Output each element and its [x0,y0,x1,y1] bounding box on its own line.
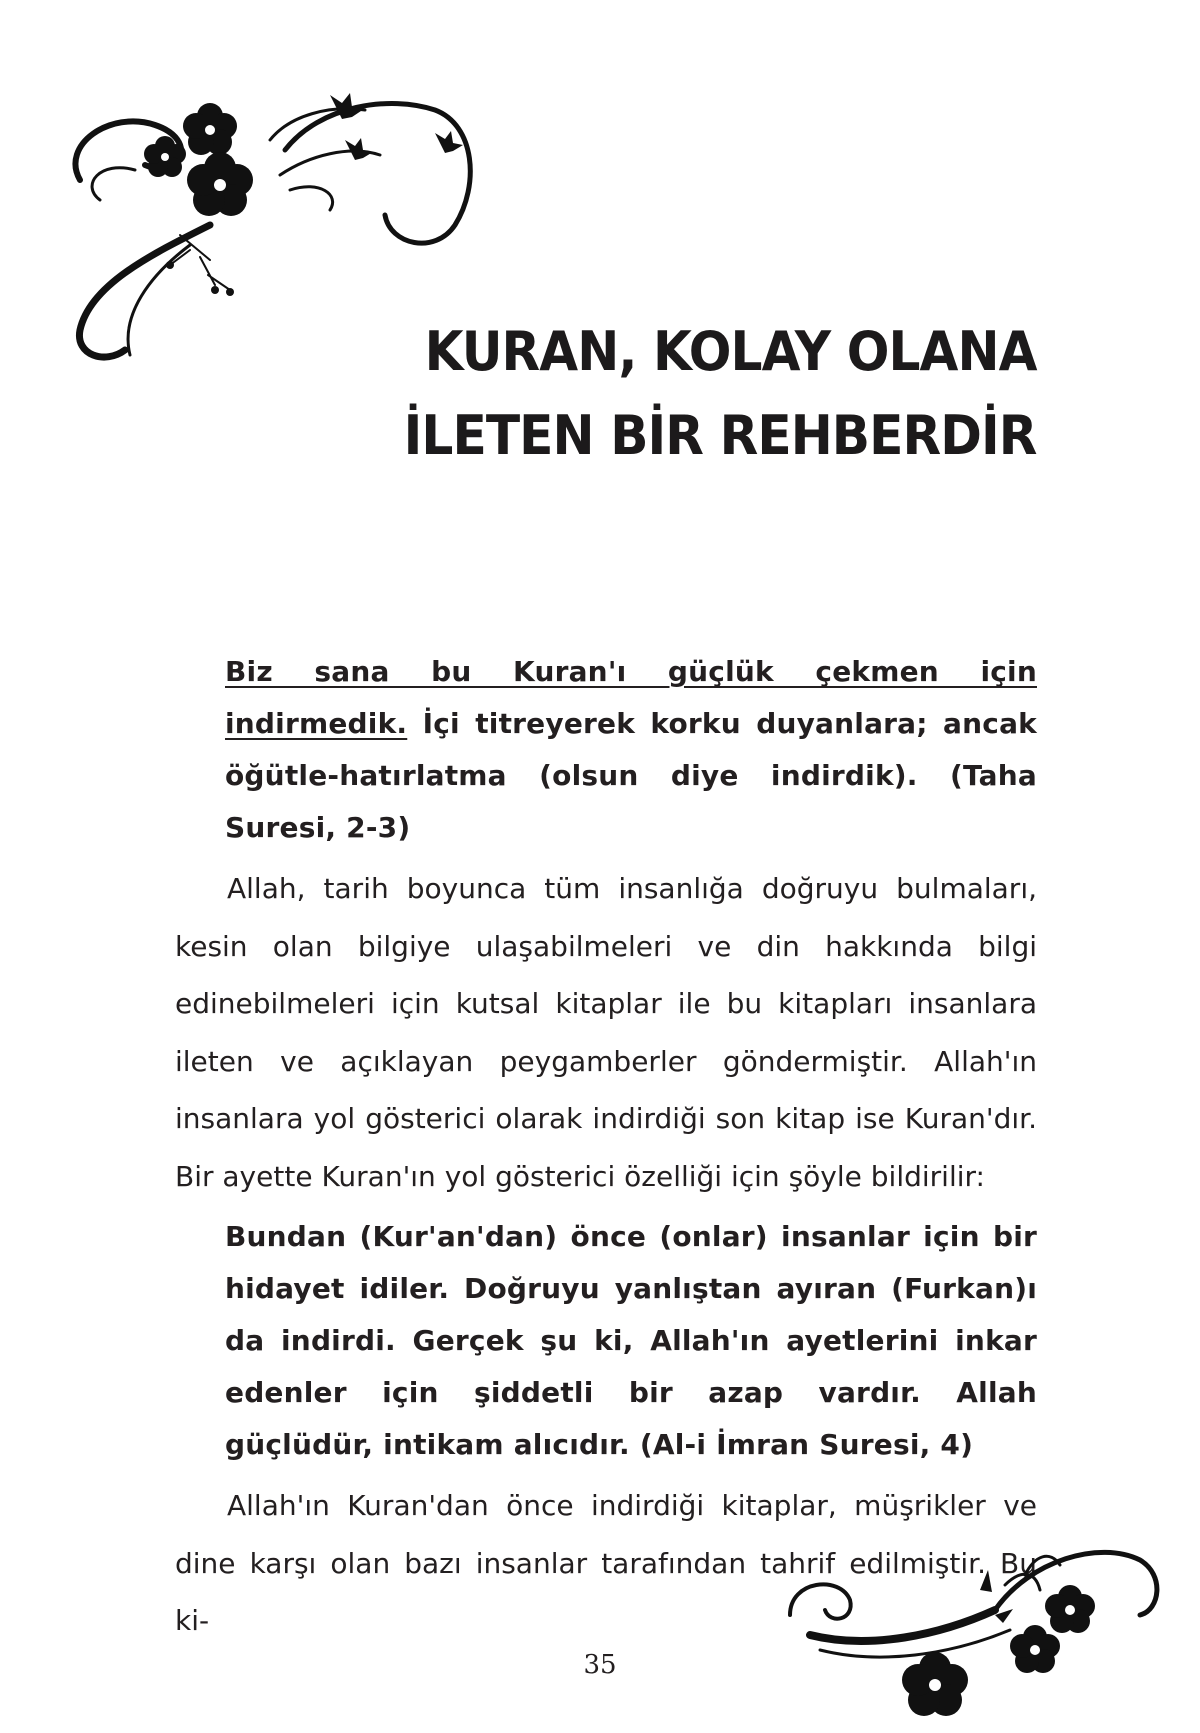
verse-quote-1-underlined: Biz sana bu Kuran'ı güçlük çekmen için indirmedik. [225,655,1037,740]
paragraph-2: Allah'ın Kuran'dan önce indirdiği kitaplar, müşrikler ve dine karşı olan bazı insanlar tarafından tahrif edilmiştir. Bu ki- [175,1489,1037,1637]
floral-ornament-bottom [780,1540,1180,1730]
title-line-1: KURAN, KOLAY OLANA [425,320,1037,383]
page-title [404,310,1037,478]
page-number: 35 [583,1650,617,1680]
verse-quote-2: Bundan (Kur'an'dan) önce (onlar) insanlar için bir hidayet idiler. Doğruyu yanlıştan ayıran (Furkan)ı da indirdi. Gerçek şu ki, Allah'ın ayetlerini inkar edenler için şiddetli bir azap vardır. Allah güçlüdür, intikam alıcıdır. (Al-i İmran Suresi, 4) [225,1220,1037,1461]
verse-quote-1-rest: İçi titreyerek korku duyanlara; ancak öğütle-hatırlatma (olsun diye indirdik). (Taha Suresi, 2-3) [225,707,1037,844]
body-content [175,646,1037,1650]
paragraph-1: Allah, tarih boyunca tüm insanlığa doğruyu bulmaları, kesin olan bilgiye ulaşabilmeleri ve din hakkında bilgi edinebilmeleri için kutsal kitaplar ile bu kitapları insanlara ileten ve açıklayan peygamberler göndermiştir. Allah'ın insanlara yol gösterici olarak indirdiği son kitap ise Kuran'dır. Bir ayette Kuran'ın yol gösterici özelliği için şöyle bildirilir: [175,872,1037,1193]
verse-quote-1 [225,646,1037,854]
title-line-2: İLETEN BİR REHBERDİR [404,404,1037,467]
